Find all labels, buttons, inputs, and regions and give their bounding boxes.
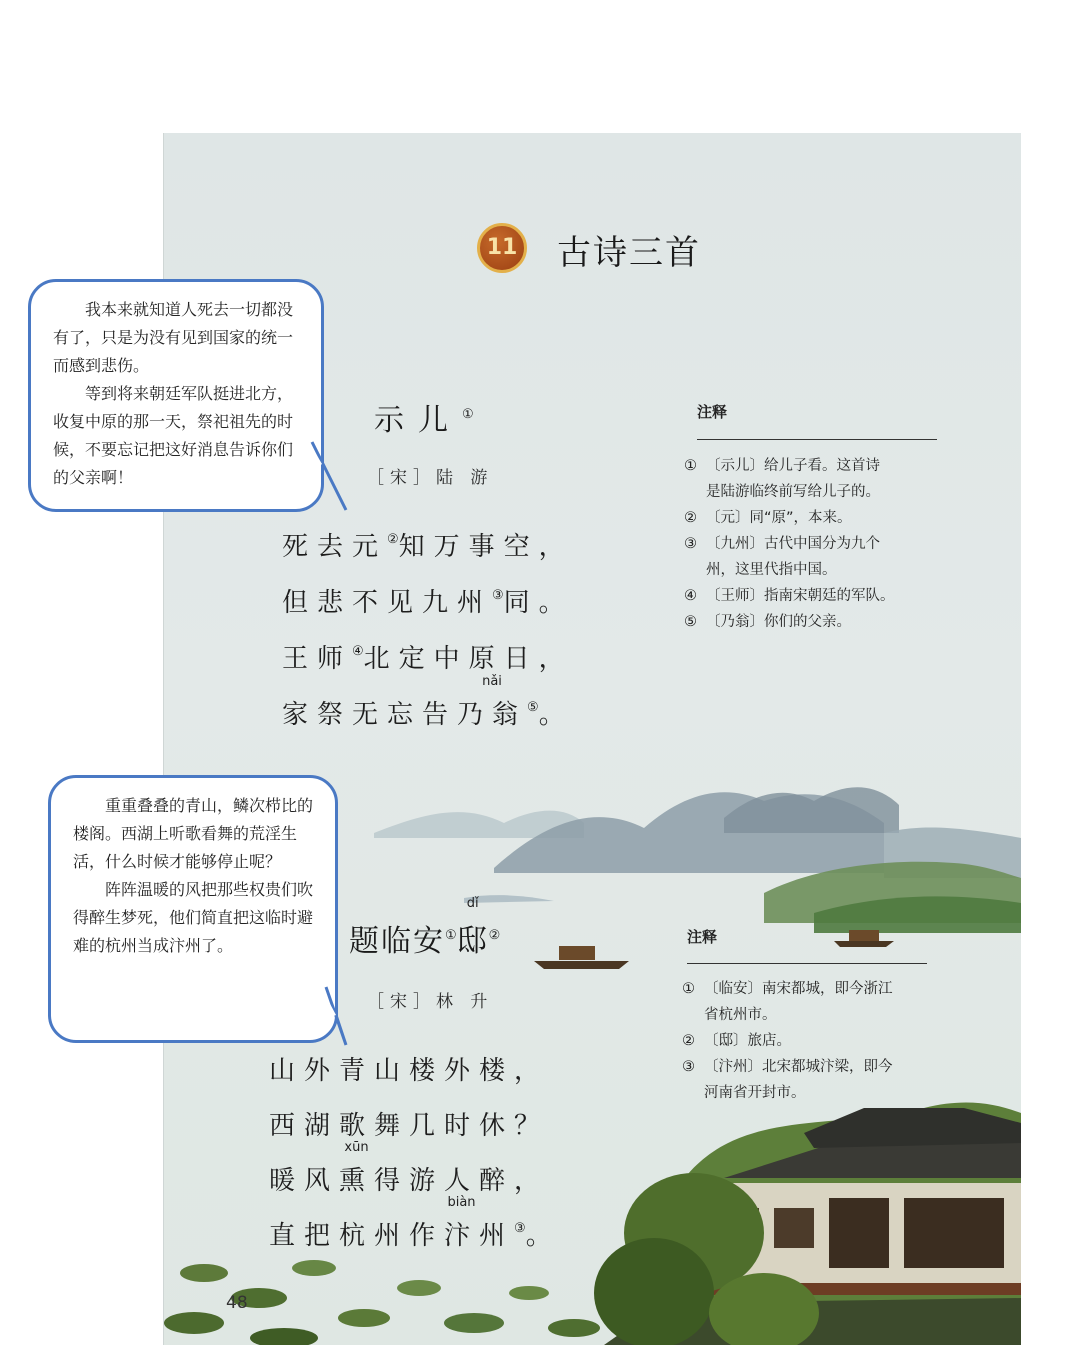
bubble1-tail <box>300 440 360 520</box>
poem1-line-4: 家祭无忘告 nǎi 乃翁⑤。 <box>282 674 574 730</box>
poem2-title: 题临安① dǐ 邸② <box>349 896 501 959</box>
note-row: ② 〔邸〕旅店。 <box>682 1033 791 1049</box>
poem1-line-1: 死去元②知万事空， <box>282 532 574 562</box>
notes-divider <box>697 439 937 440</box>
bubble2-paragraph-2: 阵阵温暖的风把那些权贵们吹得醉生梦死，他们简直把这临时避难的杭州当成汴州了。 <box>73 880 314 955</box>
poem1-title: 示儿① <box>374 403 474 438</box>
pinyin-annotated-word: dǐ 邸 <box>456 896 489 959</box>
bubble1-paragraph-1: 我本来就知道人死去一切都没有了，只是为没有见到国家的统一而感到悲伤。 <box>53 300 294 375</box>
note-row: 州，这里代指中国。 <box>706 562 837 578</box>
pinyin-annotated-word: nǎi 乃翁 <box>457 674 528 730</box>
pinyin-bian: biàn <box>447 1195 476 1210</box>
pinyin-di: dǐ <box>466 896 479 911</box>
lesson-number-badge: 11 <box>477 223 527 273</box>
note-row: ② 〔元〕同“原”，本来。 <box>684 510 852 526</box>
poem2-line-4: 直把杭州作 biàn 汴州③。 <box>269 1195 561 1251</box>
translation-bubble-2 <box>48 775 338 1043</box>
pinyin-xun: xūn <box>344 1140 369 1155</box>
page-number: 48 <box>226 1293 248 1313</box>
note-row: 省杭州市。 <box>704 1007 777 1023</box>
lesson-title: 古诗三首 <box>557 233 701 273</box>
poem2-notes <box>682 976 893 1106</box>
note-row: ① 〔示儿〕给儿子看。这首诗 <box>684 458 880 474</box>
poem1-notes-title: 注释 <box>697 403 728 421</box>
note-row: ③ 〔汴州〕北宋都城汴梁，即今 <box>682 1059 893 1075</box>
bubble2-tail <box>316 985 366 1055</box>
pinyin-nai: nǎi <box>482 674 502 689</box>
poem1-line-3: 王师④北定中原日， <box>282 644 574 674</box>
poem2-notes-title: 注释 <box>687 928 718 946</box>
poem2-line-3: 暖风 xūn 熏得游人醉， <box>269 1140 550 1196</box>
note-row: 河南省开封市。 <box>704 1085 806 1101</box>
pinyin-annotated-word: xūn 熏 <box>339 1140 375 1196</box>
note-row: ③ 〔九州〕古代中国分为九个 <box>684 536 880 552</box>
poem2-line-2: 西湖歌舞几时休？ <box>269 1111 550 1141</box>
note-row: ④ 〔王师〕指南宋朝廷的军队。 <box>684 588 895 604</box>
bubble1-paragraph-2: 等到将来朝廷军队挺进北方，收复中原的那一天，祭祀祖先的时候，不要忘记把这好消息告诉你们的父亲啊！ <box>53 384 294 487</box>
pinyin-annotated-word: biàn 汴 <box>444 1195 480 1251</box>
poem2-line-1: 山外青山楼外楼， <box>269 1056 550 1086</box>
poem1-line-2: 但悲不见九州③同。 <box>282 588 574 618</box>
note-row: ⑤ 〔乃翁〕你们的父亲。 <box>684 614 851 630</box>
poem1-notes <box>684 453 895 635</box>
boat-left <box>534 946 629 969</box>
translation-bubble-1 <box>28 279 324 512</box>
notes-divider <box>687 963 927 964</box>
note-row: 是陆游临终前写给儿子的。 <box>706 484 880 500</box>
distant-mountains <box>374 787 1021 933</box>
poem2-author: ［宋］林 升 <box>367 992 494 1012</box>
note-row: ① 〔临安〕南宋都城，即今浙江 <box>682 981 893 997</box>
poem1-author: ［宋］陆 游 <box>367 468 494 488</box>
bubble2-paragraph-1: 重重叠叠的青山，鳞次栉比的楼阁。西湖上听歌看舞的荒淫生活，什么时候才能够停止呢？ <box>73 796 314 871</box>
